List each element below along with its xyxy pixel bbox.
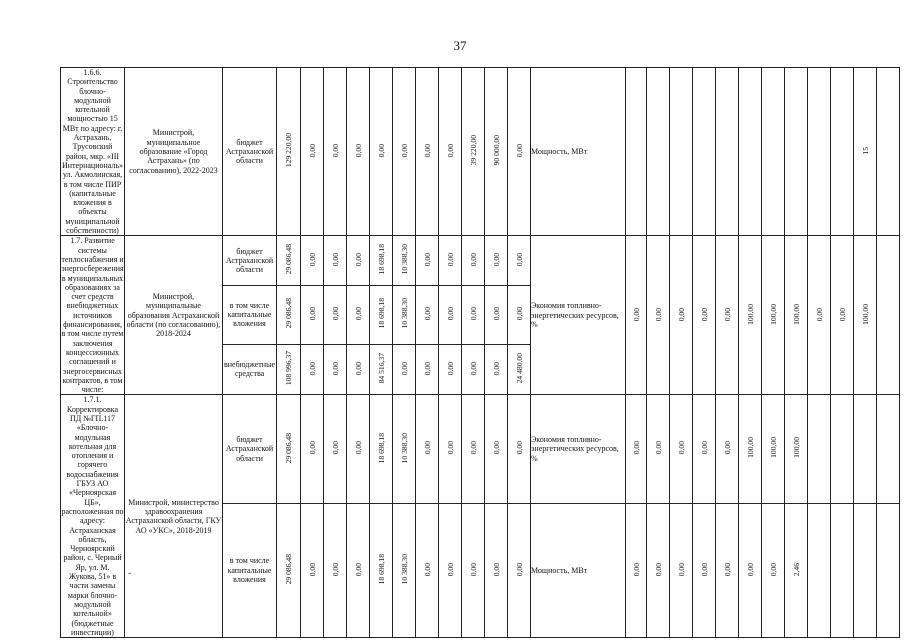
indicator-value: 0,00	[676, 307, 686, 321]
indicator-value: 0,00	[722, 307, 732, 321]
finance-value: 129 220,00	[284, 133, 293, 168]
indicator-value-cell	[670, 236, 693, 395]
finance-value-cell	[347, 395, 370, 503]
indicator-value: 0,00	[837, 307, 847, 321]
finance-value-cell	[416, 236, 439, 286]
finance-value: 24 480,00	[514, 353, 524, 384]
finance-value-cell	[393, 395, 416, 503]
finance-value-cell	[462, 68, 485, 236]
finance-value-cell	[370, 68, 393, 236]
indicator-value-cell	[877, 68, 900, 236]
finance-value-cell	[416, 503, 439, 638]
finance-value-cell	[277, 503, 301, 638]
finance-value: 0,00	[353, 361, 363, 375]
finance-value-cell	[416, 68, 439, 236]
finance-value-cell	[508, 503, 531, 638]
finance-value: 0,00	[468, 361, 478, 375]
finance-value: 0,00	[330, 143, 340, 158]
indicator-value-cell	[716, 503, 739, 638]
finance-value: 84 516,37	[376, 353, 386, 384]
indicator-value-cell	[831, 503, 854, 638]
finance-value: 0,00	[307, 361, 317, 375]
finance-value: 90 000,00	[491, 135, 501, 166]
indicator-value-cell	[670, 68, 693, 236]
finance-value: 0,00	[468, 307, 478, 321]
finance-value-cell	[277, 395, 301, 503]
finance-value: 0,00	[514, 441, 524, 455]
indicator-value-cell	[854, 236, 877, 395]
measure-name: 1.7.1. Корректировка ПД №ГП.117 «Блочно-модульная котельная для отопления и горячего водоснабжения ГБУЗ АО «Черноярская ЦБ», расположенная по адресу: Астраханская область, Черноярский район, с. Черный Яр, ул. М. Жукова, 51» в части замены марки блочно-модульной котельной» (бюджетные инвестиции)	[61, 395, 124, 637]
finance-value: 0,00	[353, 441, 363, 455]
finance-value: 0,00	[445, 307, 455, 321]
finance-value-cell	[462, 395, 485, 503]
finance-value-cell	[324, 344, 347, 395]
indicator-value-cell	[762, 395, 785, 503]
finance-value-cell	[439, 395, 462, 503]
indicator-value-cell	[762, 236, 785, 395]
indicator-value-cell	[762, 503, 785, 638]
finance-value: 29 086,48	[284, 432, 293, 463]
indicator-value: 0,00	[699, 441, 709, 455]
indicator-value-cell	[693, 395, 716, 503]
indicator-value-cell	[877, 236, 900, 395]
page-number: 37	[453, 38, 467, 53]
finance-value: 0,00	[330, 307, 340, 321]
indicator-value-cell	[808, 395, 831, 503]
indicator-value-cell	[693, 68, 716, 236]
indicator-value-cell	[854, 68, 877, 236]
finance-value-cell	[462, 503, 485, 638]
indicator-name: Экономия топливно-энергетических ресурсов, %	[531, 395, 626, 503]
finance-value-cell	[324, 286, 347, 345]
finance-value: 0,00	[376, 143, 386, 158]
finance-value-cell	[347, 503, 370, 638]
finance-value-cell	[439, 344, 462, 395]
funding-source: внебюджетные средства	[223, 344, 277, 395]
indicator-value-cell	[808, 503, 831, 638]
indicator-value: 0,00	[745, 562, 755, 576]
finance-value: 0,00	[445, 562, 455, 576]
indicator-value-cell	[877, 395, 900, 503]
indicator-value: 0,00	[722, 441, 732, 455]
indicator-value: 0,00	[676, 441, 686, 455]
finance-value-cell	[485, 503, 508, 638]
indicator-value-cell	[647, 236, 670, 395]
table-row	[61, 395, 900, 503]
finance-value-cell	[347, 286, 370, 345]
executor: Министрой, министерство здравоохранения Астраханской области, ГКУ АО «УКС», 2018-2019	[125, 395, 223, 638]
finance-value: 0,00	[514, 143, 524, 158]
indicator-value-cell	[626, 503, 647, 638]
finance-value-cell	[439, 286, 462, 345]
finance-value-cell	[393, 286, 416, 345]
finance-value: 0,00	[468, 252, 478, 267]
finance-value-cell	[277, 286, 301, 345]
indicator-value: 0,00	[653, 441, 663, 455]
indicator-value-cell	[831, 68, 854, 236]
finance-value-cell	[416, 395, 439, 503]
indicator-value-cell	[647, 395, 670, 503]
finance-value: 10 388,30	[399, 432, 409, 463]
indicator-value: 0,00	[631, 562, 641, 576]
finance-value-cell	[347, 68, 370, 236]
indicator-value: 0,00	[814, 307, 824, 321]
indicator-value-cell	[831, 236, 854, 395]
finance-value: 18 698,18	[376, 432, 386, 463]
indicator-value-cell	[785, 236, 808, 395]
finance-value: 0,00	[445, 441, 455, 455]
finance-value: 0,00	[399, 361, 409, 375]
finance-value-cell	[508, 68, 531, 236]
indicator-value: 0,00	[631, 441, 641, 455]
funding-source: в том числе капитальные вложения	[223, 503, 277, 638]
finance-value: 18 698,18	[376, 298, 386, 329]
indicator-value-cell	[854, 395, 877, 503]
finance-value: 0,00	[353, 307, 363, 321]
finance-value-cell	[485, 236, 508, 286]
finance-value: 29 086,48	[284, 244, 293, 275]
finance-value-cell	[277, 68, 301, 236]
finance-value: 18 698,18	[376, 244, 386, 275]
finance-value: 0,00	[307, 562, 317, 576]
indicator-value: 100,00	[768, 303, 778, 325]
finance-value: 0,00	[422, 441, 432, 455]
finance-value: 39 220,00	[468, 135, 478, 166]
finance-value-cell	[277, 236, 301, 286]
indicator-value: 100,00	[860, 303, 870, 325]
indicator-value-cell	[693, 236, 716, 395]
finance-value-cell	[439, 68, 462, 236]
indicator-value-cell	[785, 68, 808, 236]
finance-value: 10 388,30	[399, 553, 409, 585]
finance-value-cell	[485, 68, 508, 236]
finance-value-cell	[508, 395, 531, 503]
indicator-value-cell	[739, 236, 762, 395]
finance-value-cell	[393, 503, 416, 638]
indicator-value-cell	[785, 395, 808, 503]
indicator-name: Мощность, МВт	[531, 68, 626, 236]
finance-value: 0,00	[491, 441, 501, 455]
finance-value: 0,00	[307, 252, 317, 267]
indicator-name: Мощность, МВт	[531, 503, 626, 638]
table-row	[61, 236, 900, 286]
finance-value-cell	[324, 503, 347, 638]
finance-value-cell	[462, 286, 485, 345]
finance-value-cell	[485, 286, 508, 345]
executor: Министрой, муниципальное образование «Город Астрахань» (по согласованию), 2022-2023	[125, 68, 223, 236]
finance-value-cell	[301, 68, 324, 236]
finance-value-cell	[439, 503, 462, 638]
finance-value: 0,00	[307, 307, 317, 321]
indicator-value: 0,00	[699, 307, 709, 321]
indicator-value-cell	[626, 395, 647, 503]
indicator-value: 100,00	[745, 303, 755, 325]
indicator-value-cell	[739, 395, 762, 503]
indicator-value-cell	[626, 236, 647, 395]
indicator-value-cell	[647, 503, 670, 638]
finance-value-cell	[370, 344, 393, 395]
finance-value-cell	[462, 236, 485, 286]
indicator-value-cell	[716, 68, 739, 236]
finance-value: 10 388,30	[399, 244, 409, 275]
finance-value: 0,00	[445, 143, 455, 158]
indicator-value: 100,00	[791, 437, 801, 459]
finance-value: 0,00	[330, 562, 340, 576]
indicator-value: 0,00	[699, 562, 709, 576]
indicator-value-cell	[716, 236, 739, 395]
finance-value: 0,00	[353, 252, 363, 267]
indicator-value: 100,00	[768, 437, 778, 459]
program-table	[60, 67, 900, 638]
indicator-value: 0,00	[722, 562, 732, 576]
finance-value: 0,00	[353, 562, 363, 576]
finance-value: 0,00	[514, 252, 524, 267]
finance-value-cell	[301, 286, 324, 345]
finance-value: 0,00	[422, 307, 432, 321]
finance-value-cell	[347, 344, 370, 395]
funding-source: в том числе капитальные вложения	[223, 286, 277, 345]
finance-value: 0,00	[422, 252, 432, 267]
finance-value: 0,00	[307, 143, 317, 158]
measure-name: 1.6.6. Строительство блочно-модульной котельной мощностью 15 МВт по адресу: г. Астрахань, Трусовский район, мкр. «III Интернациональ» ул. Акмолинская, в том числе ПИР (капитальные вложения в объекты муниципальной собственности)	[61, 68, 124, 236]
finance-value-cell	[277, 344, 301, 395]
indicator-value: 100,00	[745, 437, 755, 459]
finance-value: 0,00	[445, 361, 455, 375]
finance-value: 0,00	[422, 361, 432, 375]
finance-value: 0,00	[491, 307, 501, 321]
indicator-value-cell	[716, 395, 739, 503]
finance-value-cell	[485, 395, 508, 503]
measure-name: 1.7. Развитие системы теплоснабжения и энергосбережения в муниципальных образованиях за счет средств внебюджетных источников финансирования, в том числе путем заключения концессионных соглашений и энергосервисных контрактов, в том числе:	[61, 236, 124, 395]
indicator-value: 2,46	[791, 562, 801, 576]
finance-value: 0,00	[353, 143, 363, 158]
finance-value-cell	[393, 344, 416, 395]
funding-source: бюджет Астраханской области	[223, 236, 277, 286]
finance-value: 0,00	[491, 252, 501, 267]
indicator-value-cell	[808, 68, 831, 236]
finance-value: 108 996,37	[284, 351, 293, 386]
table-row	[61, 68, 900, 236]
indicator-value-cell	[626, 68, 647, 236]
finance-value: 0,00	[422, 562, 432, 576]
finance-value: 0,00	[468, 562, 478, 576]
finance-value-cell	[370, 503, 393, 638]
indicator-value: 15	[860, 146, 870, 155]
finance-value: 0,00	[330, 361, 340, 375]
finance-value: 29 086,48	[284, 553, 293, 585]
indicator-value: 0,00	[631, 307, 641, 321]
indicator-value-cell	[693, 503, 716, 638]
finance-value: 0,00	[491, 562, 501, 576]
indicator-value-cell	[808, 236, 831, 395]
indicator-value-cell	[877, 503, 900, 638]
finance-value: 0,00	[399, 143, 409, 158]
funding-source: бюджет Астраханской области	[223, 68, 277, 236]
indicator-value: 0,00	[653, 562, 663, 576]
finance-value: 0,00	[491, 361, 501, 375]
indicator-name: Экономия топливно-энергетических ресурсов, %	[531, 236, 626, 395]
funding-source: бюджет Астраханской области	[223, 395, 277, 503]
finance-value-cell	[301, 395, 324, 503]
finance-value-cell	[462, 344, 485, 395]
finance-value-cell	[416, 286, 439, 345]
indicator-value-cell	[670, 395, 693, 503]
finance-value-cell	[347, 236, 370, 286]
finance-value-cell	[508, 344, 531, 395]
indicator-value: 0,00	[653, 307, 663, 321]
finance-value: 18 698,18	[376, 553, 386, 585]
finance-value: 0,00	[514, 562, 524, 576]
finance-value: 0,00	[468, 441, 478, 455]
finance-value-cell	[370, 286, 393, 345]
indicator-value-cell	[670, 503, 693, 638]
finance-value-cell	[439, 236, 462, 286]
finance-value-cell	[393, 236, 416, 286]
finance-value: 0,00	[307, 441, 317, 455]
indicator-value: 100,00	[791, 303, 801, 325]
finance-value-cell	[324, 395, 347, 503]
finance-value: 0,00	[422, 143, 432, 158]
indicator-value-cell	[647, 68, 670, 236]
indicator-value-cell	[831, 395, 854, 503]
finance-value-cell	[508, 236, 531, 286]
indicator-value-cell	[739, 68, 762, 236]
finance-value: 0,00	[330, 252, 340, 267]
finance-value: 10 388,30	[399, 298, 409, 329]
indicator-value-cell	[739, 503, 762, 638]
finance-value-cell	[393, 68, 416, 236]
indicator-value-cell	[762, 68, 785, 236]
finance-value: 29 086,48	[284, 298, 293, 329]
indicator-value-cell	[854, 503, 877, 638]
finance-value-cell	[416, 344, 439, 395]
finance-value-cell	[508, 286, 531, 345]
indicator-value: 0,00	[768, 562, 778, 576]
finance-value: 0,00	[330, 441, 340, 455]
stray-mark: -	[128, 568, 132, 579]
finance-value: 0,00	[514, 307, 524, 321]
finance-value-cell	[324, 236, 347, 286]
finance-value: 0,00	[445, 252, 455, 267]
indicator-value-cell	[785, 503, 808, 638]
finance-value-cell	[324, 68, 347, 236]
indicator-value: 0,00	[676, 562, 686, 576]
executor: Министрой, муниципальные образования Астраханской области (по согласованию), 2018-2024	[125, 236, 223, 395]
finance-value-cell	[301, 503, 324, 638]
finance-value-cell	[485, 344, 508, 395]
finance-value-cell	[370, 236, 393, 286]
finance-value-cell	[370, 395, 393, 503]
finance-value-cell	[301, 236, 324, 286]
finance-value-cell	[301, 344, 324, 395]
